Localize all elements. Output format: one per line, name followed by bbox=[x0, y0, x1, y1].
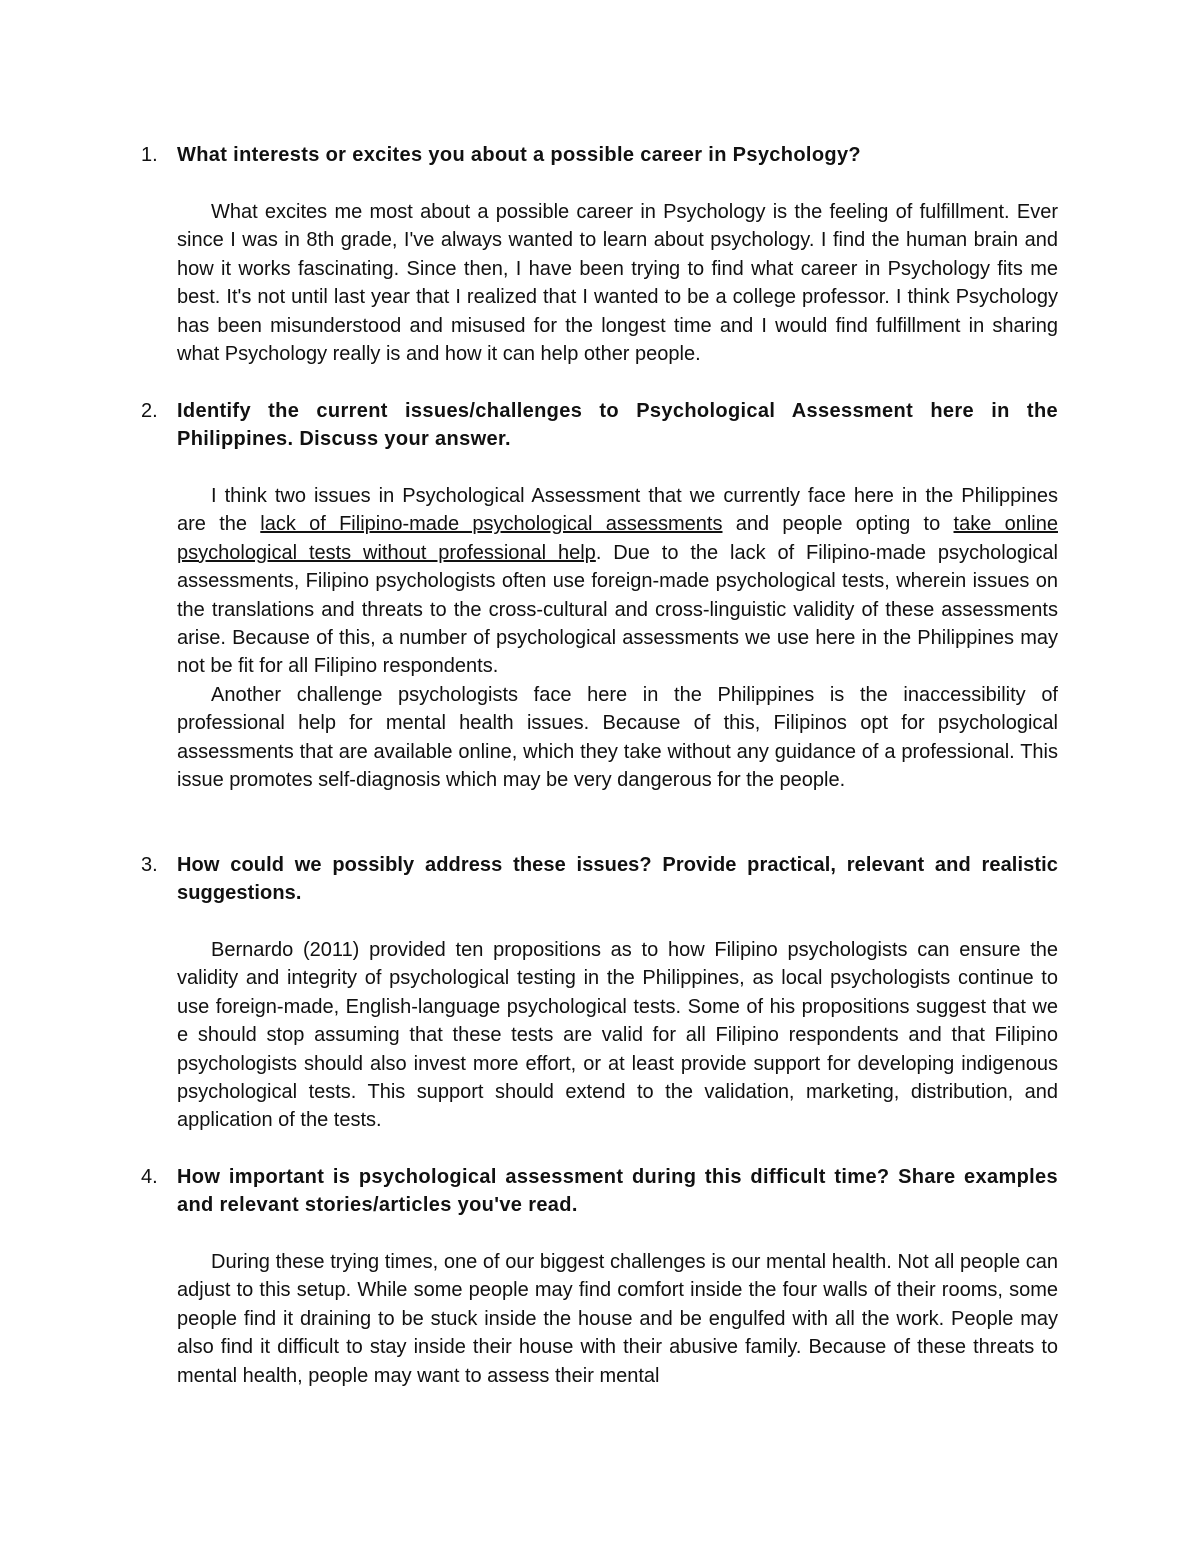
question-text: How important is psychological assessment during this difficult time? Share examples and relevant stories/articles you've read. bbox=[177, 1166, 1058, 1217]
answer-paragraph: Bernardo (2011) provided ten propositions as to how Filipino psychologists can ensure the validity and integrity of psychological testing in the Philippines, as local psychologists continue to use foreign-made, English-language psychological tests. Some of his propositions suggest that we e should stop assuming that these tests are valid for all Filipino respondents and that Filipino psychologists should also invest more effort, or at least provide support for developing indigenous psychological tests. This support should extend to the validation, marketing, distribution, and application of the tests. bbox=[177, 939, 1058, 1132]
answer-paragraph bbox=[177, 482, 1058, 681]
answer-1 bbox=[177, 198, 1058, 368]
answer-text: I think two issues in Psychological Assessment that we currently face here in the Philippines are the bbox=[177, 485, 1058, 536]
question-number: 3. bbox=[141, 854, 158, 876]
underlined-phrase: take online psychological tests without professional help bbox=[177, 513, 1058, 564]
question-text: What interests or excites you about a possible career in Psychology? bbox=[177, 144, 861, 166]
question-2 bbox=[141, 397, 1058, 454]
answer-4 bbox=[177, 1248, 1058, 1390]
answer-2 bbox=[177, 482, 1058, 794]
question-3 bbox=[141, 851, 1058, 908]
question-4 bbox=[141, 1163, 1058, 1220]
answer-text: and people opting to bbox=[722, 513, 954, 536]
answer-3 bbox=[177, 936, 1058, 1135]
question-1 bbox=[141, 141, 1058, 169]
answer-text: . Due to the lack of Filipino-made psychological assessments, Filipino psychologists often use foreign-made psychological tests, wherein issues on the translations and threats to the cross-cultural and cross-linguistic validity of these assessments arise. Because of this, a number of psychological assessments we use here in the Philippines may not be fit for all Filipino respondents. bbox=[177, 541, 1058, 678]
question-text: Identify the current issues/challenges to Psychological Assessment here in the Philippines. Discuss your answer. bbox=[177, 400, 1058, 451]
question-text: How could we possibly address these issues? Provide practical, relevant and realistic suggestions. bbox=[177, 854, 1058, 905]
question-number: 4. bbox=[141, 1166, 158, 1188]
answer-paragraph: What excites me most about a possible career in Psychology is the feeling of fulfillment. Ever since I was in 8th grade, I've always wanted to learn about psychology. I find the human brain and how it works fascinating. Since then, I have been trying to find what career in Psychology fits me best. It's not until last year that I realized that I wanted to be a college professor. I think Psychology has been misunderstood and misused for the longest time and I would find fulfillment in sharing what Psychology really is and how it can help other people. bbox=[177, 201, 1058, 366]
question-number: 1. bbox=[141, 144, 158, 166]
answer-paragraph: Another challenge psychologists face here in the Philippines is the inaccessibility of professional help for mental health issues. Because of this, Filipinos opt for psychological assessments that are available online, which they take without any guidance of a professional. This issue promotes self-diagnosis which may be very dangerous for the people. bbox=[177, 683, 1058, 792]
question-number: 2. bbox=[141, 400, 158, 422]
underlined-phrase: lack of Filipino-made psychological assessments bbox=[260, 513, 723, 536]
answer-paragraph: During these trying times, one of our biggest challenges is our mental health. Not all people can adjust to this setup. While some people may find comfort inside the four walls of their rooms, some people find it draining to be stuck inside the house and be engulfed with all the work. People may also find it difficult to stay inside their house with their abusive family. Because of these threats to mental health, people may want to assess their mental bbox=[177, 1251, 1058, 1387]
